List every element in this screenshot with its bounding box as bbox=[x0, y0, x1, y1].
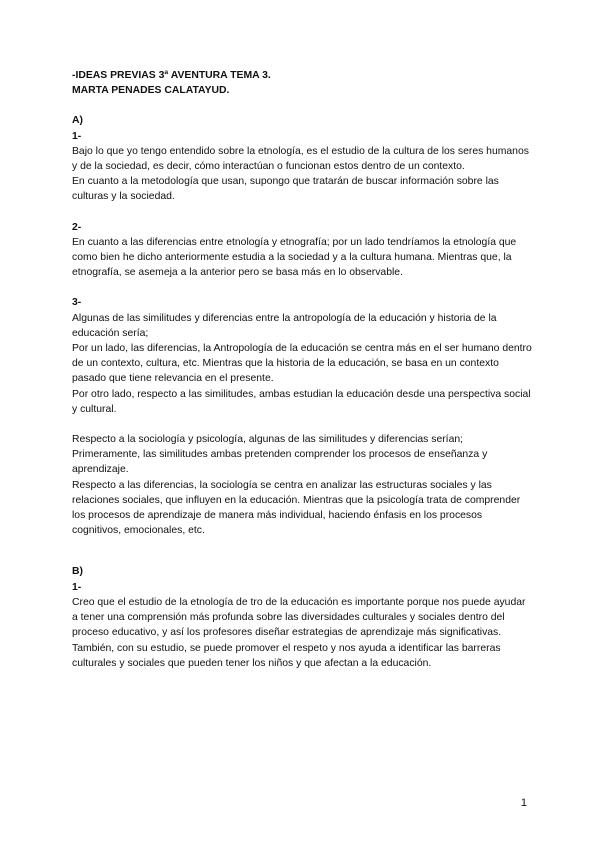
question-a3-paragraph-3: Por otro lado, respecto a las similitudes, ambas estudian la educación desde una perspectiva social y cultural. bbox=[72, 388, 531, 415]
document-body bbox=[72, 68, 534, 671]
page-number: 1 bbox=[520, 797, 527, 809]
question-b1-paragraph-1: Creo que el estudio de la etnología de tro de la educación es importante porque nos puede ayudar a tener una comprensión más profunda sobre las diversidades culturales y sociales dentro del proceso educativo, y así los profesores diseñar estrategias de aprendizaje más significativas. bbox=[72, 596, 526, 639]
section-a-label: A) bbox=[72, 115, 83, 127]
header-title: -IDEAS PREVIAS 3ª AVENTURA TEMA 3. bbox=[72, 70, 271, 81]
question-a3-paragraph-6: Respecto a las diferencias, la sociología se centra en analizar las estructuras sociales y las relaciones sociales, que influyen en la educación. Mientras que la psicología trata de comprender los procesos de aprendizaje de manera más individual, haciendo énfasis en los procesos cognitivos, emocionales, etc. bbox=[72, 479, 521, 537]
question-a2-number: 2- bbox=[72, 221, 82, 233]
question-b1-number: 1- bbox=[72, 581, 82, 593]
question-a3-paragraph-1: Algunas de las similitudes y diferencias entre la antropología de la educación y historia de la educación sería; bbox=[72, 312, 497, 339]
question-a3-paragraph-5: Primeramente, las similitudes ambas pretenden comprender los procesos de enseñanza y aprendizaje. bbox=[72, 449, 488, 476]
question-a3-number: 3- bbox=[72, 297, 82, 309]
question-a3-paragraph-4: Respecto a la sociología y psicología, algunas de las similitudes y diferencias serían; bbox=[72, 434, 464, 446]
section-b-label: B) bbox=[72, 566, 83, 578]
question-a1-paragraph-2: En cuanto a la metodología que usan, supongo que tratarán de buscar información sobre las culturas y la sociedad. bbox=[72, 176, 499, 203]
question-b1-paragraph-2: También, con su estudio, se puede promover el respeto y nos ayuda a identificar las barreras culturales y sociales que pueden tener los niños y que afectan a la educación. bbox=[72, 642, 501, 669]
author-name: MARTA PENADES CALATAYUD. bbox=[72, 85, 230, 97]
question-a2-paragraph-1: En cuanto a las diferencias entre etnología y etnografía; por un lado tendríamos la etnología que como bien he dicho anteriormente estudia a la sociedad y a la cultura humana. Mientras que, la etnografía, se asemeja a la anterior pero se basa más en lo observable. bbox=[72, 236, 517, 279]
question-a1-number: 1- bbox=[72, 130, 82, 142]
question-a3-paragraph-2: Por un lado, las diferencias, la Antropología de la educación se centra más en el ser humano dentro de un contexto, cultura, etc. Mientras que la historia de la educación, se basa en un contexto pasado que tiene relevancia en el presente. bbox=[72, 343, 532, 385]
question-a1-paragraph-1: Bajo lo que yo tengo entendido sobre la etnología, es el estudio de la cultura de los seres humanos y de la sociedad, es decir, cómo interactúan o funcionan estos dentro de un contexto. bbox=[72, 145, 529, 173]
